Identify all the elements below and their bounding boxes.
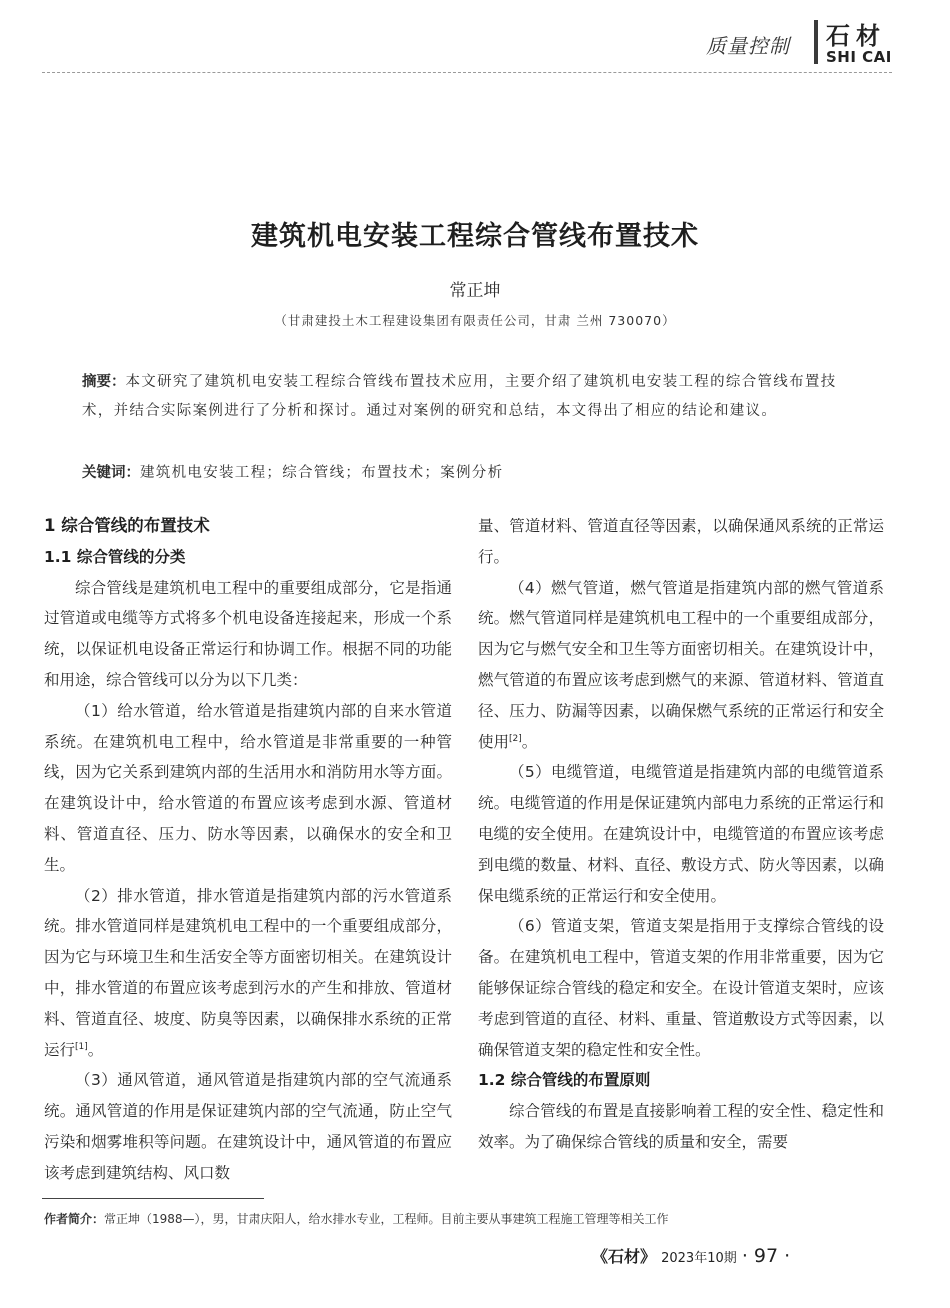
journal-logo-cn: 石材 — [826, 22, 886, 50]
paragraph-intro: 综合管线是建筑机电工程中的重要组成部分，它是指通过管道或电缆等方式将多个机电设备连接起来，形成一个系统，以保证机电设备正常运行和协调工作。根据不同的功能和用途，综合管线可以分为以下几类： — [44, 578, 452, 689]
keywords-label: 关键词： — [82, 465, 140, 481]
paragraph-drainage: （2）排水管道，排水管道是指建筑内部的污水管道系统。排水管道同样是建筑机电工程中的一个重要组成部分，因为它与环境卫生和生活安全等方面密切相关。在建筑设计中，排水管道的布置应该考虑到污水的产生和排放、管道材料、管道直径、坡度、防臭等因素，以确保排水系统的正常运行[1]。 — [44, 886, 452, 1059]
subsection-heading-1-1: 1.1 综合管线的分类 — [44, 547, 186, 566]
abstract-text: 本文研究了建筑机电安装工程综合管线布置技术应用，主要介绍了建筑机电安装工程的综合管线布置技术，并结合实际案例进行了分析和探讨。通过对案例的研究和总结，本文得出了相应的结论和建议。 — [82, 374, 837, 419]
abstract-label: 摘要： — [82, 374, 126, 390]
author-affiliation: （甘肃建投土木工程建设集团有限责任公司，甘肃 兰州 730070） — [274, 313, 676, 328]
article-title: 建筑机电安装工程综合管线布置技术 — [251, 221, 699, 252]
subsection-heading-1-2: 1.2 综合管线的布置原则 — [478, 1071, 651, 1090]
section-label: 质量控制 — [706, 34, 790, 58]
citation-ref-2: [2] — [509, 733, 522, 744]
citation-ref-1: [1] — [75, 1041, 88, 1052]
body-column-right — [478, 511, 884, 1158]
paragraph-ventilation-cont: 量、管道材料、管道直径等因素，以确保通风系统的正常运行。 — [478, 517, 884, 566]
keywords-text: 建筑机电安装工程；综合管线；布置技术；案例分析 — [140, 465, 504, 481]
author-name: 常正坤 — [449, 281, 501, 301]
header-rule — [42, 72, 892, 73]
page-number: · 97 · — [741, 1245, 791, 1267]
paragraph-water-supply: （1）给水管道，给水管道是指建筑内部的自来水管道系统。在建筑机电工程中，给水管道是非常重要的一种管线，因为它关系到建筑内部的生活用水和消防用水等方面。在建筑设计中，给水管道的布置应该考虑到水源、管道材料、管道直径、压力、防水等因素，以确保水的安全和卫生。 — [44, 701, 452, 874]
author-bio-footnote — [44, 1210, 904, 1227]
footnote-text: 常正坤（1988—），男，甘肃庆阳人，给水排水专业，工程师。目前主要从事建筑工程施工管理等相关工作 — [104, 1212, 669, 1226]
journal-logo-en: SHI CAI — [826, 48, 892, 66]
paragraph-drainage-text: （2）排水管道，排水管道是指建筑内部的污水管道系统。排水管道同样是建筑机电工程中的一个重要组成部分，因为它与环境卫生和生活安全等方面密切相关。在建筑设计中，排水管道的布置应该考虑到污水的产生和排放、管道材料、管道直径、坡度、防臭等因素，以确保排水系统的正常运行 — [44, 886, 452, 1059]
section-heading-1: 1 综合管线的布置技术 — [44, 516, 210, 535]
abstract — [82, 368, 868, 425]
footnote-rule — [42, 1198, 264, 1199]
footer-issue: 2023年10期 — [661, 1251, 737, 1266]
paragraph-support: （6）管道支架，管道支架是指用于支撑综合管线的设备。在建筑机电工程中，管道支架的作用非常重要，因为它能够保证综合管线的稳定和安全。在设计管道支架时，应该考虑到管道的直径、材料、重量、管道敷设方式等因素，以确保管道支架的稳定性和安全性。 — [478, 917, 884, 1059]
body-column-left — [44, 511, 452, 1189]
footnote-label: 作者简介： — [44, 1212, 105, 1226]
paragraph-ventilation: （3）通风管道，通风管道是指建筑内部的空气流通系统。通风管道的作用是保证建筑内部的空气流通，防止空气污染和烟雾堆积等问题。在建筑设计中，通风管道的布置应该考虑到建筑结构、风口数 — [44, 1071, 452, 1182]
footer-journal: 《石材》 — [592, 1247, 657, 1266]
paragraph-gas-text: （4）燃气管道，燃气管道是指建筑内部的燃气管道系统。燃气管道同样是建筑机电工程中的一个重要组成部分，因为它与燃气安全和卫生等方面密切相关。在建筑设计中，燃气管道的布置应该考虑到燃气的来源、管道材料、管道直径、压力、防漏等因素，以确保燃气系统的正常运行和安全使用 — [478, 578, 884, 751]
paragraph-cable: （5）电缆管道，电缆管道是指建筑内部的电缆管道系统。电缆管道的作用是保证建筑内部电力系统的正常运行和电缆的安全使用。在建筑设计中，电缆管道的布置应该考虑到电缆的数量、材料、直径、敷设方式、防火等因素，以确保电缆系统的正常运行和安全使用。 — [478, 763, 884, 905]
paragraph-gas: （4）燃气管道，燃气管道是指建筑内部的燃气管道系统。燃气管道同样是建筑机电工程中的一个重要组成部分，因为它与燃气安全和卫生等方面密切相关。在建筑设计中，燃气管道的布置应该考虑到燃气的来源、管道材料、管道直径、压力、防漏等因素，以确保燃气系统的正常运行和安全使用[2]。 — [478, 578, 884, 751]
keywords — [82, 459, 868, 487]
paragraph-principles: 综合管线的布置是直接影响着工程的安全性、稳定性和效率。为了确保综合管线的质量和安全，需要 — [478, 1102, 884, 1151]
page-footer — [592, 1244, 790, 1267]
header-divider-bar — [814, 20, 818, 64]
